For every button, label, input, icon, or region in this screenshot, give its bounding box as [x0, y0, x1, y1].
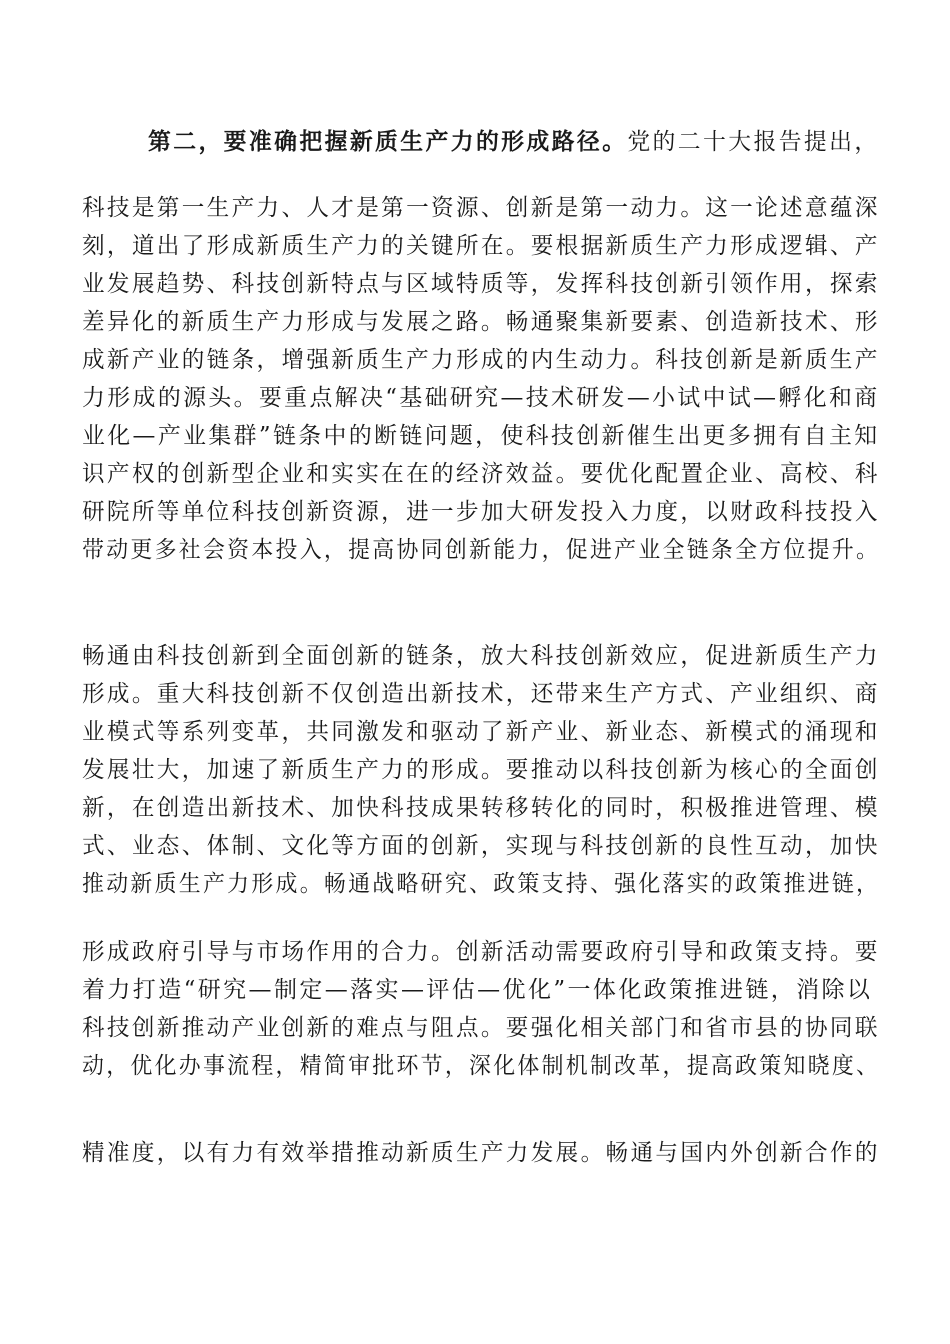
paragraph-3-line-3: 科技创新推动产业创新的难点与阻点。要强化相关部门和省市县的协同联: [82, 1015, 880, 1041]
paragraph-1-line-1: [148, 127, 880, 157]
section-heading: 第二，要准确把握新质生产力的形成路径。: [148, 128, 628, 155]
paragraph-3-line-5: 精准度，以有力有效举措推动新质生产力发展。畅通与国内外创新合作的: [82, 1140, 880, 1166]
paragraph-1-line-7: 力形成的源头。要重点解决“基础研究—技术研发—小试中试—孵化和商: [82, 385, 880, 411]
paragraph-2-line-2: 形成。重大科技创新不仅创造出新技术，还带来生产方式、产业组织、商: [82, 681, 880, 707]
paragraph-1-line-11: 带动更多社会资本投入，提高协同创新能力，促进产业全链条全方位提升。: [82, 537, 881, 563]
paragraph-2-line-4: 发展壮大，加速了新质生产力的形成。要推动以科技创新为核心的全面创: [82, 757, 880, 783]
paragraph-1-line-1-text: 党的二十大报告提出，: [627, 129, 880, 155]
paragraph-1-line-9: 识产权的创新型企业和实实在在的经济效益。要优化配置企业、高校、科: [82, 461, 880, 487]
paragraph-2-line-7: 推动新质生产力形成。畅通战略研究、政策支持、强化落实的政策推进链，: [82, 871, 881, 897]
paragraph-3-line-2: 着力打造“研究—制定—落实—评估—优化”一体化政策推进链，消除以: [82, 977, 873, 1003]
paragraph-2-line-5: 新，在创造出新技术、加快科技成果转移转化的同时，积极推进管理、模: [82, 795, 880, 821]
paragraph-3-line-4: 动，优化办事流程，精简审批环节，深化体制机制改革，提高政策知晓度、: [82, 1053, 881, 1079]
paragraph-1-line-6: 成新产业的链条，增强新质生产力形成的内生动力。科技创新是新质生产: [82, 347, 880, 373]
paragraph-1-line-2: 科技是第一生产力、人才是第一资源、创新是第一动力。这一论述意蕴深: [82, 195, 880, 221]
paragraph-1-line-5: 差异化的新质生产力形成与发展之路。畅通聚集新要素、创造新技术、形: [82, 309, 880, 335]
paragraph-3-line-1: 形成政府引导与市场作用的合力。创新活动需要政府引导和政策支持。要: [82, 939, 880, 965]
paragraph-1-line-4: 业发展趋势、科技创新特点与区域特质等，发挥科技创新引领作用，探索: [82, 271, 880, 297]
paragraph-2-line-3: 业模式等系列变革，共同激发和驱动了新产业、新业态、新模式的涌现和: [82, 719, 880, 745]
paragraph-2-line-6: 式、业态、体制、文化等方面的创新，实现与科技创新的良性互动，加快: [82, 833, 880, 859]
paragraph-2-line-1: 畅通由科技创新到全面创新的链条，放大科技创新效应，促进新质生产力: [82, 643, 880, 669]
paragraph-1-line-3: 刻，道出了形成新质生产力的关键所在。要根据新质生产力形成逻辑、产: [82, 233, 880, 259]
paragraph-1-line-8: 业化—产业集群”链条中的断链问题，使科技创新催生出更多拥有自主知: [82, 423, 880, 449]
paragraph-1-line-10: 研院所等单位科技创新资源，进一步加大研发投入力度，以财政科技投入: [82, 499, 880, 525]
